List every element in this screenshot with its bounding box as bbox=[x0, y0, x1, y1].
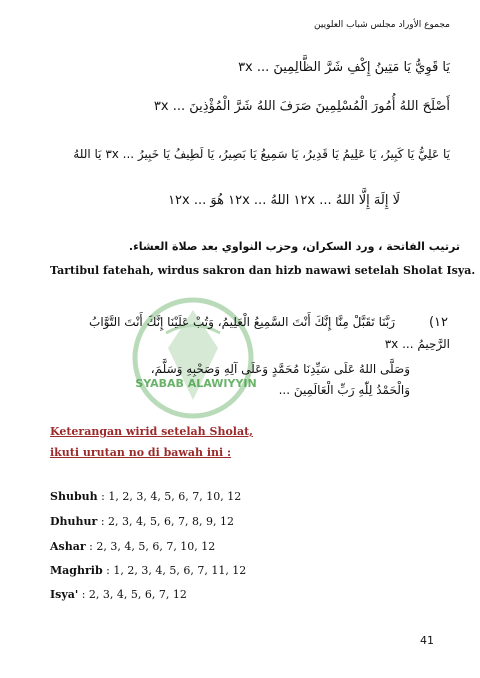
item-number-12: ١٢) bbox=[428, 315, 448, 330]
wirid-numbers: : 1, 2, 3, 4, 5, 6, 7, 11, 12 bbox=[106, 564, 247, 577]
doa-line-4: وَالْحَمْدُ لِلّٰهِ رَبِّ الْعَالَمِينَ ... bbox=[278, 383, 410, 397]
prayer-name: Isya' bbox=[50, 588, 79, 601]
schedule-row-dhuhur bbox=[50, 515, 234, 528]
wirid-line-1: يَا قَوِيُّ يَا مَتِينُ إِكْفِ شَرَّ الظَّالِمِينَ ... ٣x bbox=[238, 60, 450, 75]
keterangan-heading-2: ikuti urutan no di bawah ini : bbox=[50, 446, 232, 459]
prayer-name: Dhuhur bbox=[50, 515, 98, 528]
wirid-line-2: أَصْلَحَ اللهُ أُمُورَ الْمُسْلِمِينَ صَرَفَ اللهُ شَرَّ الْمُؤْذِينَ ... ٣x bbox=[153, 99, 450, 114]
doa-line-3: وَصَلَّى اللهُ عَلَى سَيِّدِنَا مُحَمَّدٍ وَعَلَى آلِهِ وَصَحْبِهِ وَسَلَّمَ، bbox=[150, 362, 410, 376]
watermark-text: SYABAB ALAWIYYIN bbox=[135, 377, 257, 390]
wirid-line-3: يَا عَلِيُّ يَا كَبِيرُ، يَا عَلِيمُ يَا قَدِيرُ، يَا سَمِيعُ يَا بَصِيرُ، يَا لَطِيفُ يَا خَبِيرُ ... ٣x يَا اللهُ bbox=[73, 147, 450, 161]
schedule-row-isya bbox=[50, 588, 187, 601]
tartib-latin-heading: Tartibul fatehah, wirdus sakron dan hizb nawawi setelah Sholat Isya. bbox=[50, 264, 476, 277]
prayer-name: Maghrib bbox=[50, 564, 103, 577]
schedule-row-ashar bbox=[50, 540, 215, 553]
wirid-line-4: لَا إِلَهَ إِلَّا اللهُ ... ١٢x اللهُ ... ١٢x هُوَ ... ١٢x bbox=[168, 193, 400, 208]
keterangan-heading-1: Keterangan wirid setelah Sholat, bbox=[50, 425, 254, 438]
prayer-name: Shubuh bbox=[50, 490, 98, 503]
doa-line-2: الرَّحِيمُ ... ٣x bbox=[384, 337, 450, 351]
prayer-name: Ashar bbox=[50, 540, 86, 553]
schedule-row-maghrib bbox=[50, 564, 246, 577]
wirid-numbers: : 2, 3, 4, 5, 6, 7, 10, 12 bbox=[89, 540, 216, 553]
tartib-arabic-heading: ترتيب الفاتحة ، ورد السكران، وحزب النواوي بعد صلاة العشاء. bbox=[128, 240, 460, 253]
wirid-numbers: : 2, 3, 4, 5, 6, 7, 8, 9, 12 bbox=[100, 515, 234, 528]
doa-line-1: رَبَّنَا تَقَبَّلْ مِنَّا إِنَّكَ أَنْتَ السَّمِيعُ الْعَلِيمُ، وَتُبْ عَلَيْنَا إِنَّكَ أَنْتَ التَّوَّابُ bbox=[89, 315, 395, 329]
running-header: مجموع الأوراد مجلس شباب العلويين bbox=[314, 20, 450, 30]
wirid-numbers: : 1, 2, 3, 4, 5, 6, 7, 10, 12 bbox=[101, 490, 242, 503]
wirid-numbers: : 2, 3, 4, 5, 6, 7, 12 bbox=[81, 588, 187, 601]
schedule-row-shubuh bbox=[50, 490, 241, 503]
page-number: 41 bbox=[420, 634, 434, 647]
